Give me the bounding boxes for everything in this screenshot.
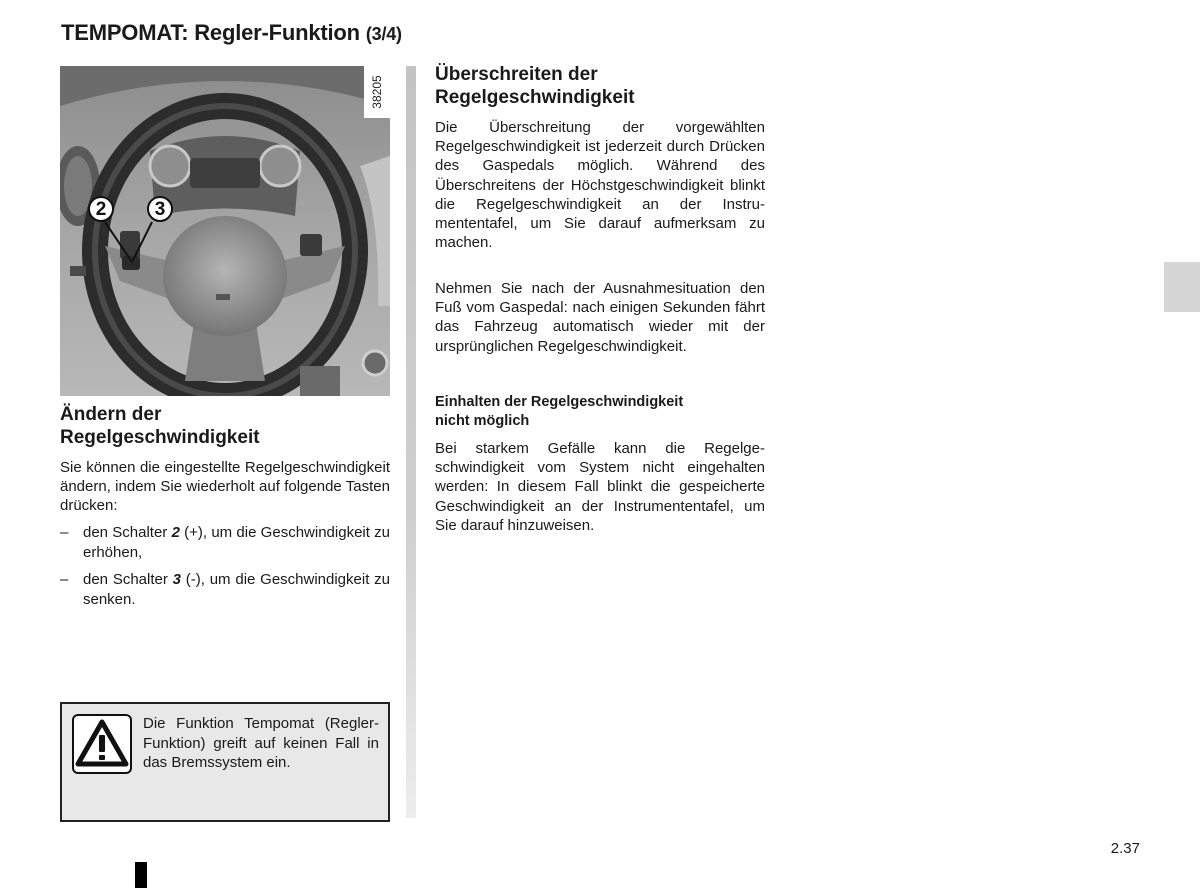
- right-section-heading: [435, 63, 765, 109]
- right-subheading-line-2: nicht möglich: [435, 413, 530, 429]
- right-paragraph-1: Die Überschreitung der vorgewählten Regelgeschwindigkeit ist jederzeit durch Drücken des Gaspedals möglich. Während des Überschreitens der Höchstgeschwindigkeit blinkt die Regelgeschwindigkeit an der Instrumententafel, um Sie darauf aufmerksam zu machen.: [435, 119, 765, 252]
- left-heading-line-2: Regelgeschwindigkeit: [60, 427, 260, 448]
- right-subheading-line-1: Einhalten der Regelgeschwindigkeit: [435, 394, 684, 410]
- bullet-key: 3: [172, 571, 181, 588]
- callout-3: 3: [147, 196, 173, 222]
- figure-code: [364, 66, 390, 118]
- page-title-suffix: (3/4): [365, 24, 402, 44]
- right-paragraph-3: Bei starkem Gefälle kann die Regelgeschwindigkeit vom System nicht eingehalten werden: In diesem Fall blinkt die gespeicherte Geschwindigkeit an der Instrumententafel, um Sie darauf hinzuweisen.: [435, 440, 765, 534]
- right-heading-line-1: Überschreiten der: [435, 64, 598, 85]
- left-section-heading: [60, 403, 390, 449]
- steering-wheel-figure: [60, 66, 390, 396]
- bullet-text-before: den Schalter: [83, 524, 172, 541]
- figure-code-text: 38205: [370, 75, 384, 109]
- left-intro-paragraph: Sie können die eingestellte Regelgeschwindigkeit ändern, indem Sie wiederholt auf folgende Tasten drücken:: [60, 459, 390, 515]
- bullet-text-after: (+), um die Geschwindigkeit zu erhöhen,: [83, 524, 391, 561]
- bullet-dash: –: [60, 524, 69, 541]
- bullet-dash: –: [60, 571, 69, 588]
- bullet-text-before: den Schalter: [83, 571, 173, 588]
- callout-2: 2: [88, 196, 114, 222]
- bullet-key: 2: [171, 524, 180, 541]
- page-number: 2.37: [1110, 840, 1140, 857]
- right-heading-line-2: Regelgeschwindigkeit: [435, 87, 635, 108]
- list-item: [60, 570, 390, 609]
- column-divider: [406, 66, 416, 818]
- list-item: [60, 523, 390, 562]
- page-title: [61, 20, 402, 46]
- page-title-text: TEMPOMAT: Regler-Funktion: [61, 20, 360, 45]
- warning-triangle-icon: [72, 714, 132, 774]
- warning-text: Die Funktion Tempomat (Regler-Funktion) greift auf keinen Fall in das Bremssystem ein.: [143, 715, 379, 771]
- warning-box: [60, 702, 390, 822]
- crop-mark: [135, 862, 147, 888]
- right-subheading: [435, 393, 765, 431]
- steering-wheel-illustration: [60, 66, 390, 396]
- bullet-text-after: (-), um die Geschwindigkeit zu senken.: [83, 571, 391, 608]
- right-paragraph-2: Nehmen Sie nach der Ausnahmesituation den Fuß vom Gaspedal: nach einigen Sekunden fährt das Fahrzeug automatisch wieder mit der ursprünglichen Regelgeschwindigkeit.: [435, 280, 765, 355]
- chapter-tab: [1164, 262, 1200, 312]
- left-heading-line-1: Ändern der: [60, 404, 162, 425]
